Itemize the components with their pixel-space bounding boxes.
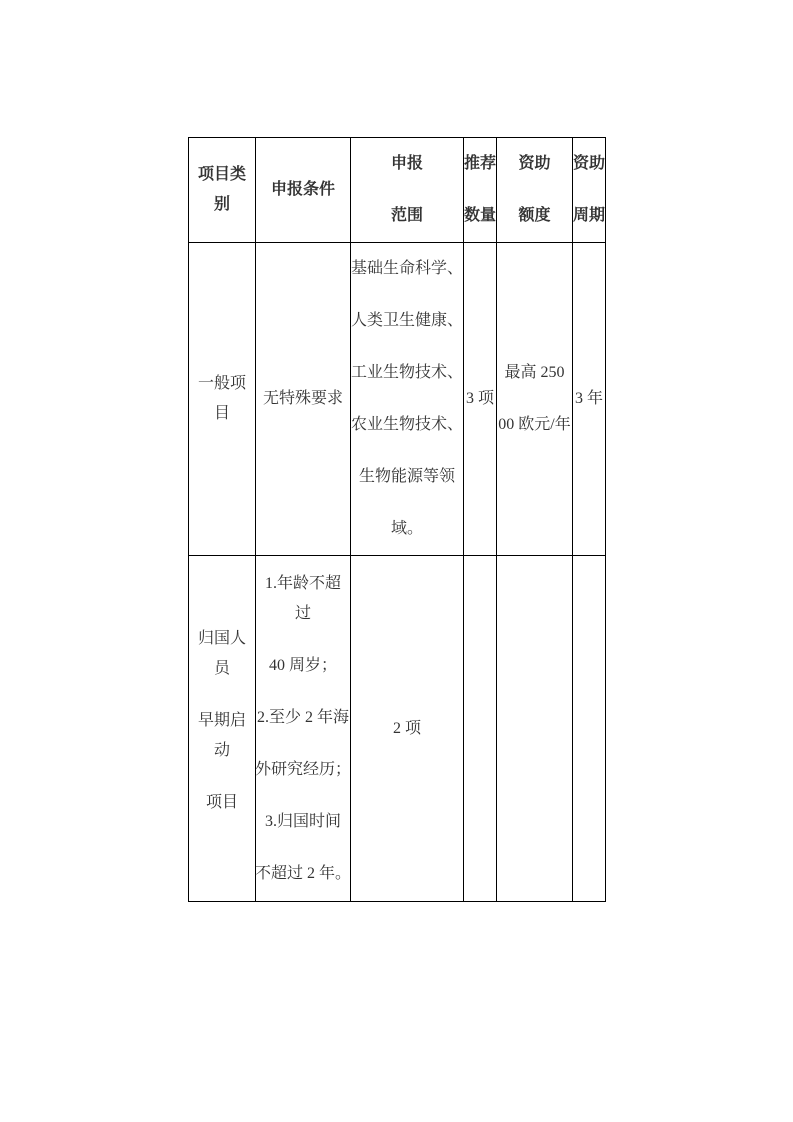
text-line: 00 欧元/年: [498, 416, 571, 433]
paragraph: [255, 755, 351, 785]
paragraph: [464, 201, 496, 231]
paragraph: [351, 410, 463, 440]
paragraph: [198, 369, 246, 429]
cell-returnee-period: [573, 556, 605, 901]
cell-returnee-scope: [351, 556, 464, 901]
paragraph: [391, 149, 423, 179]
text-line: 2 项: [392, 719, 421, 737]
paragraph: [573, 149, 605, 179]
header-funding-amount: [497, 138, 573, 243]
header-application-scope: [351, 138, 464, 243]
cell-general-quantity: [464, 243, 497, 556]
cell-returnee-amount: [497, 556, 573, 901]
paragraph: [518, 149, 550, 179]
text-line: 过: [294, 604, 311, 622]
paragraph: [265, 807, 341, 837]
text-line: 员: [213, 659, 230, 677]
paragraph: [198, 624, 246, 684]
header-project-category: [189, 138, 256, 243]
text-line: 最高 250: [504, 364, 565, 381]
cell-general-amount: [497, 243, 573, 556]
paragraph: [351, 358, 463, 388]
paragraph: [391, 201, 423, 231]
paragraph: [504, 358, 564, 388]
paragraph: [265, 569, 341, 629]
text-line: 申报条件: [270, 181, 335, 198]
text-line: 基础生命科学、: [351, 260, 464, 277]
text-line: 域。: [390, 520, 423, 537]
paragraph: [573, 201, 605, 231]
text-line: 2.至少 2 年海: [256, 708, 349, 726]
text-line: 早期启: [197, 711, 246, 729]
text-line: 生物能源等领: [358, 468, 455, 485]
cell-returnee-quantity: [464, 556, 497, 901]
header-funding-period: [573, 138, 605, 243]
paragraph: [575, 384, 603, 414]
paragraph: [391, 514, 423, 544]
text-line: 项目类: [197, 166, 246, 183]
paragraph: [466, 384, 494, 414]
paragraph: [263, 384, 343, 414]
paragraph: [271, 175, 335, 205]
text-line: 农业生物技术、: [351, 416, 464, 433]
text-line: 无特殊要求: [262, 390, 343, 407]
text-line: 资助: [518, 155, 551, 172]
text-line: 范围: [390, 207, 423, 224]
text-line: 申报: [390, 155, 423, 172]
text-line: 3 年: [574, 390, 603, 407]
text-line: 动: [213, 741, 230, 759]
paragraph: [198, 706, 246, 766]
paragraph: [359, 462, 455, 492]
paragraph: [255, 859, 351, 889]
paragraph: [393, 714, 421, 744]
text-line: 3 项: [465, 390, 494, 407]
text-line: 3.归国时间: [264, 812, 341, 830]
text-line: 归国人: [197, 629, 246, 647]
text-line: 人类卫生健康、: [351, 312, 464, 329]
paragraph: [351, 306, 463, 336]
paragraph: [464, 149, 496, 179]
cell-general-conditions: [256, 243, 351, 556]
paragraph: [257, 703, 349, 733]
paragraph: [269, 651, 337, 681]
text-line: 40 周岁；: [268, 656, 337, 674]
text-line: 项目: [205, 793, 238, 811]
text-line: 数量: [464, 207, 497, 224]
text-line: 推荐: [464, 155, 497, 172]
text-line: 外研究经历；: [255, 760, 352, 778]
text-line: 一般项: [197, 375, 246, 392]
paragraph: [198, 160, 246, 220]
text-line: 目: [213, 405, 230, 422]
paragraph: [206, 788, 238, 818]
cell-general-category: [189, 243, 256, 556]
paragraph: [498, 410, 570, 440]
text-line: 不超过 2 年。: [255, 864, 352, 882]
cell-returnee-conditions: [256, 556, 351, 901]
paragraph: [518, 201, 550, 231]
text-line: 工业生物技术、: [351, 364, 464, 381]
text-line: 资助: [573, 155, 606, 172]
paragraph: [351, 254, 463, 284]
header-application-conditions: [256, 138, 351, 243]
cell-general-period: [573, 243, 605, 556]
text-line: 1.年龄不超: [264, 574, 341, 592]
cell-general-scope: [351, 243, 464, 556]
text-line: 周期: [573, 207, 606, 224]
header-recommended-quantity: [464, 138, 497, 243]
cell-returnee-category: [189, 556, 256, 901]
funding-table: [188, 137, 606, 902]
text-line: 别: [213, 196, 230, 213]
text-line: 额度: [518, 207, 551, 224]
